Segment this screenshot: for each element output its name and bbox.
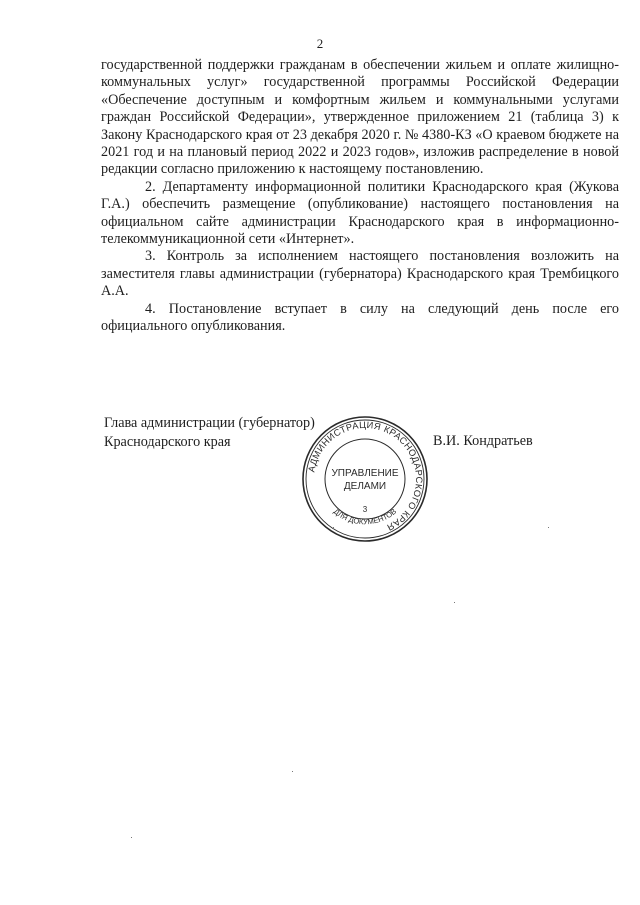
paragraph-2: 2. Департаменту информационной политики Краснодарского края (Жукова Г.А.) обеспечить размещение (опубликование) настоящего постановления на официальном сайте администрации Краснодарского края в информационно-телекоммуникационной сети «Интернет».	[101, 178, 619, 248]
signatory-position-line1: Глава администрации (губернатор)	[104, 415, 315, 431]
signatory-position	[104, 414, 315, 452]
document-body	[101, 57, 619, 336]
stamp-ring-text: АДМИНИСТРАЦИЯ КРАСНОДАРСКОГО КРАЯ	[306, 419, 425, 533]
page-number: 2	[316, 36, 324, 51]
signatory-position-line2: Краснодарского края	[104, 434, 231, 450]
scan-speck	[454, 602, 455, 603]
scan-speck	[333, 527, 334, 528]
stamp-bottom-text: ДЛЯ ДОКУМЕНТОВ	[331, 506, 399, 527]
paragraph-continuation: государственной поддержки гражданам в обеспечении жильем и оплате жилищно-коммунальных услуг» государственной программы Российской Федерации «Обеспечение доступным и комфортным жильем и коммунальными услугами граждан Российской Федерации», утвержденное приложением 21 (таблица 3) к Закону Краснодарского края от 23 декабря 2020 г. № 4380-КЗ «О краевом бюджете на 2021 год и на плановый период 2022 и 2023 годов», изложив распределение в новой редакции согласно приложению к настоящему постановлению.	[101, 57, 619, 178]
official-stamp	[300, 414, 430, 544]
stamp-center-line1: УПРАВЛЕНИЕ	[331, 468, 399, 479]
scan-speck	[548, 527, 549, 528]
paragraph-4: 4. Постановление вступает в силу на следующий день после его официального опубликования.	[101, 300, 619, 335]
stamp-number: 3	[362, 505, 368, 514]
scan-speck	[292, 771, 293, 772]
signatory-name: В.И. Кондратьев	[433, 433, 533, 449]
scan-speck	[131, 837, 132, 838]
paragraph-3: 3. Контроль за исполнением настоящего постановления возложить на заместителя главы администрации (губернатора) Краснодарского края Трембицкого А.А.	[101, 248, 619, 300]
stamp-center-line2: ДЕЛАМИ	[343, 481, 387, 492]
